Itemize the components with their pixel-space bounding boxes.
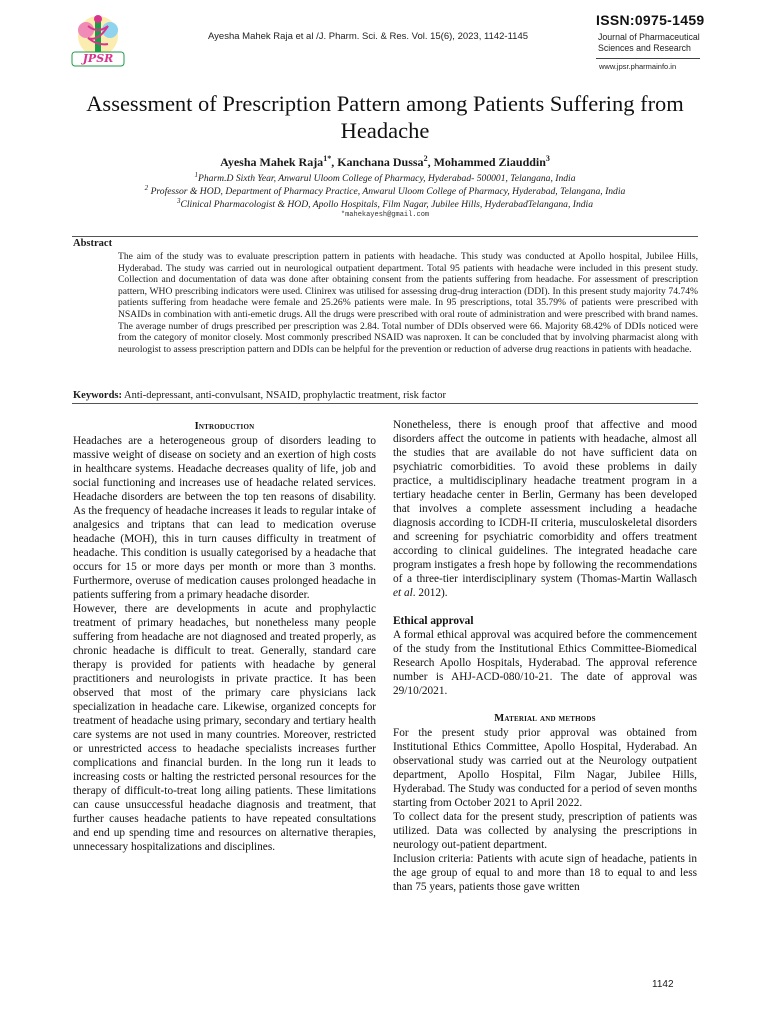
keywords-text: Anti-depressant, anti-convulsant, NSAID, prophylactic treatment, risk factor xyxy=(124,390,446,401)
affiliation-text: Professor & HOD, Department of Pharmacy Practice, Anwarul Uloom College of Pharmacy, Hyderabad, Telangana, India xyxy=(150,186,626,198)
issn: ISSN:0975-1459 xyxy=(596,12,705,28)
author-list: Ayesha Mahek Raja$^{1*}$, Kanchana Dussa$^2$, Mohammed Ziauddin$^3$ xyxy=(220,154,550,169)
intro-paragraph-3 xyxy=(393,418,697,600)
logo-text: JPSR xyxy=(82,52,114,65)
intro-p3-end: . 2012). xyxy=(412,587,448,599)
affiliation-text: Clinical Pharmacologist & HOD, Apollo Hospitals, Film Nagar, Jubilee Hills, HyderabadTelangana, India xyxy=(180,199,594,211)
aff-mark: 1 xyxy=(194,171,198,179)
journal-logo xyxy=(66,12,130,70)
author-mark: 1* xyxy=(323,154,332,163)
keywords xyxy=(73,390,446,401)
affiliation-text: Pharm.D Sixth Year, Anwarul Uloom College of Pharmacy, Hyderabad- 500001, Telangana, India xyxy=(197,173,576,185)
abstract-bottom-rule xyxy=(72,403,698,404)
author-name: Mohammed Ziauddin xyxy=(433,155,546,169)
ethical-approval-heading: Ethical approval xyxy=(393,615,474,627)
journal-name-line1: Journal of Pharmaceutical xyxy=(598,32,700,42)
abstract-heading: Abstract xyxy=(73,238,113,249)
methods-heading: Material and methods xyxy=(494,713,596,724)
author-name: Kanchana Dussa xyxy=(337,155,424,169)
journal-citation: Ayesha Mahek Raja et al /J. Pharm. Sci. & Res. Vol. 15(6), 2023, 1142-1145 xyxy=(208,31,529,42)
author-mark: 2 xyxy=(423,154,428,163)
keywords-label: Keywords: xyxy=(73,390,122,401)
abstract-text: The aim of the study was to evaluate prescription pattern in patients with headache. This study was conducted at Apollo hospital, Jubilee Hills, Hyderabad. The study was carried out in neurological outpatient department. Total 95 patients with headache were included in this present study. Collection and documentation of data was done after obtaining consent from the patients suffering from headache. For assessment of prescription pattern, WHO prescribing indicators were used. Clinirex was utilised for assessing drug-drug interaction (DDI). In this present study majority 74.74% patients suffering from headache were female and 25.26% patients were male. In 95 prescriptions, total 35.79% of patients were prescribed with NSAIDs in combination with anti-emetic drugs. All the drugs were prescribed with oral route of administration and were prescribed with brand names. The average number of drugs prescribed per prescription was 2.84. Total number of DDIs observed were 66. Majority 68.42% of DDIs noticed were from the category of monitor closely. Most commonly prescribed NSAID was naproxen. It can be concluded that by involving pharmacist along with neurologist to assess prescription pattern and DDIs can be helpful for the prevention or reduction of adverse drug reactions in patients with headache. xyxy=(118,251,698,355)
page-number: 1142 xyxy=(652,979,674,990)
paper-title: Assessment of Prescription Pattern among Patients Suffering from Headache xyxy=(86,91,684,143)
corresponding-email[interactable]: *mahekayesh@gmail.com xyxy=(340,211,430,219)
affiliation-3 xyxy=(40,196,730,210)
abstract-top-rule xyxy=(72,236,698,237)
right-column xyxy=(393,418,697,894)
header-divider xyxy=(596,58,700,59)
aff-mark: 2 xyxy=(144,184,149,192)
ethical-approval-text: A formal ethical approval was acquired before the commencement of the study from the Institutional Ethics Committee-Biomedical Research Apollo Hospitals, Hyderabad. The approval reference number is AHJ-ACD-080/10-21. The date of approval was 29/10/2021. xyxy=(393,629,697,697)
aff-mark: 3 xyxy=(176,197,181,205)
author-name: Ayesha Mahek Raja xyxy=(220,155,324,169)
methods-paragraph-2: To collect data for the present study, prescription of patients was utilized. Data was collected by analysing the prescriptions in neurology out-patient department. xyxy=(393,811,697,851)
methods-paragraph-1: For the present study prior approval was obtained from Institutional Ethics Committee, Apollo Hospital, Hyderabad. An observational study was carried out at the Neurology outpatient department, Apollo Hospital, Film Nagar, Jubilee Hills, Hyderabad. The Study was conducted for a period of seven months starting from October 2021 to April 2022. xyxy=(393,727,697,809)
introduction-heading: Introduction xyxy=(194,421,255,432)
intro-paragraph-1: Headaches are a heterogeneous group of disorders leading to massive weight of disease on society and an exertion of high costs in healthcare systems. Headache decreases quality of life, job and social functioning and increases use of headache related services. Headache disorders are between the top ten reasons of disability. As the frequency of headache increases it leads to regular intake of analgesics and triptans that can lead to medication overuse headache (MOH), this in turn causes difficulty in treatment of headache. This condition is usually categorised by a headache that occurs for 15 or more days per month or more than 3 months. Furthermore, overuse of medication causes prolonged headache in patients suffering from a primary headache disorder. xyxy=(73,435,376,601)
intro-p3-etal: et al xyxy=(393,587,413,599)
journal-url[interactable]: www.jpsr.pharmainfo.in xyxy=(599,62,677,71)
left-column xyxy=(73,420,376,854)
methods-paragraph-3: Inclusion criteria: Patients with acute sign of headache, patients in the age group of equal to and more than 18 to equal to and less than 75 years, patients those gave written xyxy=(393,853,697,893)
author-mark: 3 xyxy=(545,154,550,163)
intro-p3-text: Nonetheless, there is enough proof that affective and mood disorders affect the outcome in patients with headache, almost all the studies that are available do not have sufficient data on psychiatric comorbidities. To avoid these problems in daily practice, a multidisciplinary headache treatment program in a tertiary headache center in Berlin, Germany has been developed that involves a complete assessment including a headache diagnosis according to ICDH-II criteria, musculoskeletal disorders and screening for psychiatric comorbidity and offers treatment according to clinical guidelines. The integrated headache care program instigates a fresh hope by following the recommendations of a three-tier interdisciplinary system (Thomas-Martin Wallasch xyxy=(393,419,697,585)
journal-name-line2: Sciences and Research xyxy=(598,43,691,53)
journal-name xyxy=(598,32,700,54)
intro-paragraph-2: However, there are developments in acute and prophylactic treatment of primary headaches, but nonetheless many people suffering from headache are not diagnosed and treated properly, as chronic headache is difficult to treat. Generally, standard care therapy is provided for patients with headache by general practitioners and neurologists in private practice. It has been observed that most of the primary care physicians lack specialization in headache care. Likewise, organized concepts for treatment of headache using primary, secondary and tertiary health care systems are not used in many countries. Moreover, restricted or unrestricted access to headache specialists increases further complications and financial burden. In the long run it leads to increasing costs or halting the restricted personal resources for the therapy of difficult-to-treat long ailing patients. These limitations can cause unsuccessful headache diagnosis and treatment, that further causes headache patients to have repeated consultations and end up spending time and resources on alternative therapies, unnecessary hospitalizations and disciplines. xyxy=(73,603,376,853)
